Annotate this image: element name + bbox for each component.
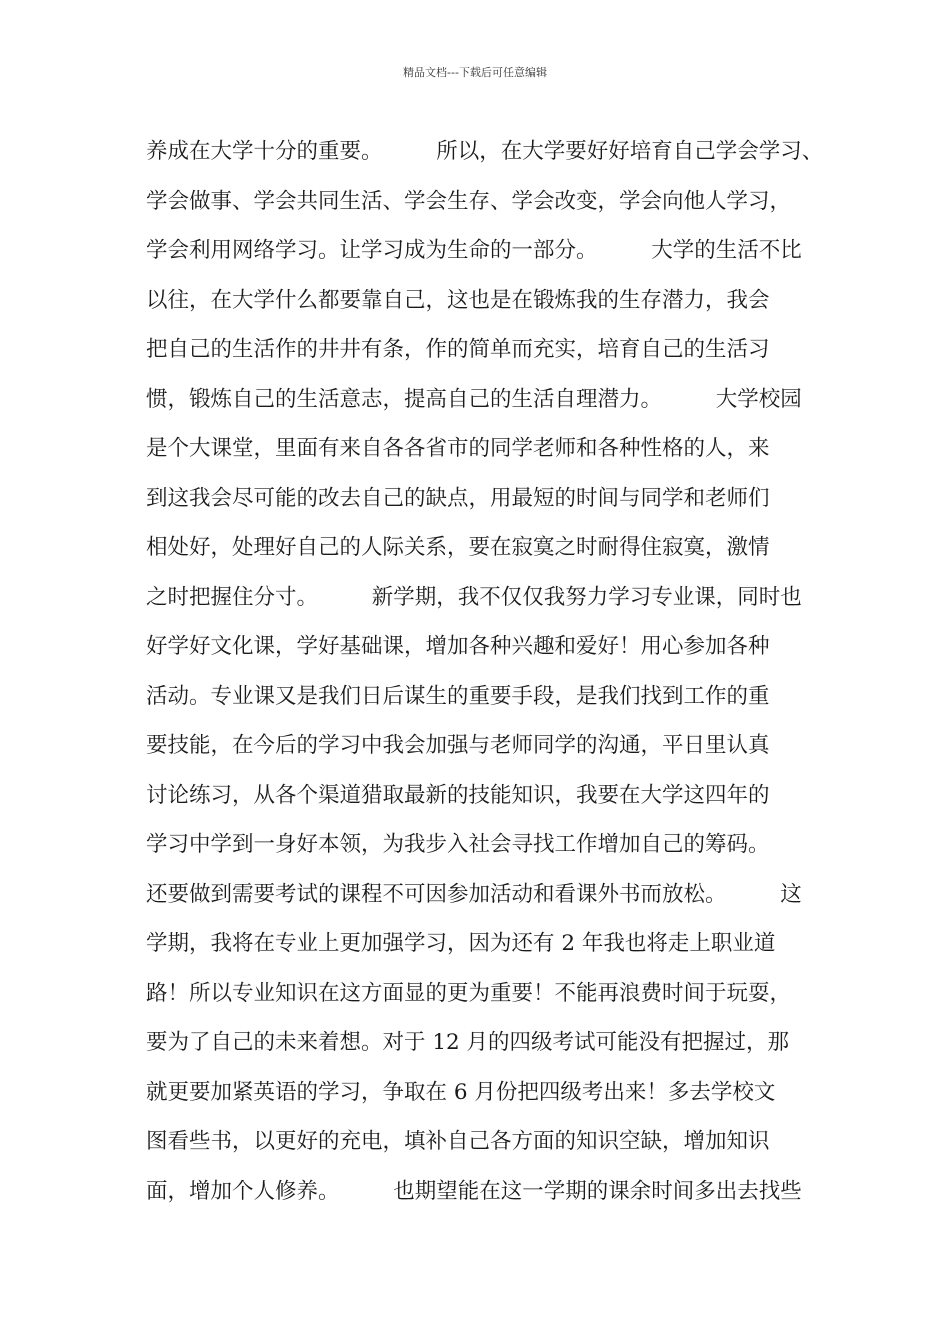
text-line: 以往，在大学什么都要靠自己，这也是在锻炼我的生存潜力，我会: [146, 287, 770, 313]
page-header: 精品文档---下载后可任意编辑: [403, 66, 547, 79]
text-line: 惯，锻炼自己的生活意志，提高自己的生活自理潜力。 大学校园: [146, 386, 802, 412]
text-line: 是个大课堂，里面有来自各各省市的同学老师和各种性格的人，来: [146, 436, 770, 461]
text-line: 活动。专业课又是我们日后谋生的重要手段，是我们找到工作的重: [146, 683, 770, 709]
text-line: 养成在大学十分的重要。 所以，在大学要好好培育自己学会学习、: [146, 139, 824, 164]
text-line: 图看些书，以更好的充电，填补自己各方面的知识空缺，增加知识: [146, 1129, 770, 1154]
text-line: 学会做事、学会共同生活、学会生存、学会改变，学会向他人学习，: [146, 188, 792, 214]
text-line: 面，增加个人修养。 也期望能在这一学期的课余时间多出去找些: [146, 1178, 802, 1204]
text-line: 好学好文化课，学好基础课，增加各种兴趣和爱好！用心参加各种: [146, 634, 770, 659]
text-line: 之时把握住分寸。 新学期，我不仅仅我努力学习专业课，同时也: [146, 584, 802, 610]
text-line: 学期，我将在专业上更加强学习，因为还有 2 年我也将走上职业道: [146, 931, 776, 956]
text-line: 要为了自己的未来着想。对于 12 月的四级考试可能没有把握过，那: [146, 1030, 790, 1055]
text-line: 路！所以专业知识在这方面显的更为重要！不能再浪费时间于玩耍，: [146, 980, 792, 1006]
text-line: 学会利用网络学习。让学习成为生命的一部分。 大学的生活不比: [146, 238, 802, 263]
text-line: 就更要加紧英语的学习，争取在 6 月份把四级考出来！多去学校文: [146, 1079, 776, 1105]
text-line: 讨论练习，从各个渠道猎取最新的技能知识，我要在大学这四年的: [146, 782, 770, 808]
text-line: 相处好，处理好自己的人际关系，要在寂寞之时耐得住寂寞，激情: [146, 535, 770, 560]
text-line: 学习中学到一身好本领，为我步入社会寻找工作增加自己的筹码。: [146, 832, 770, 857]
text-line: 还要做到需要考试的课程不可因参加活动和看课外书而放松。 这: [146, 881, 802, 907]
text-line: 到这我会尽可能的改去自己的缺点，用最短的时间与同学和老师们: [146, 485, 770, 511]
document-body: [146, 127, 826, 1216]
text-line: 要技能，在今后的学习中我会加强与老师同学的沟通，平日里认真: [146, 733, 770, 758]
text-line: 把自己的生活作的井井有条，作的简单而充实，培育自己的生活习: [146, 337, 770, 362]
